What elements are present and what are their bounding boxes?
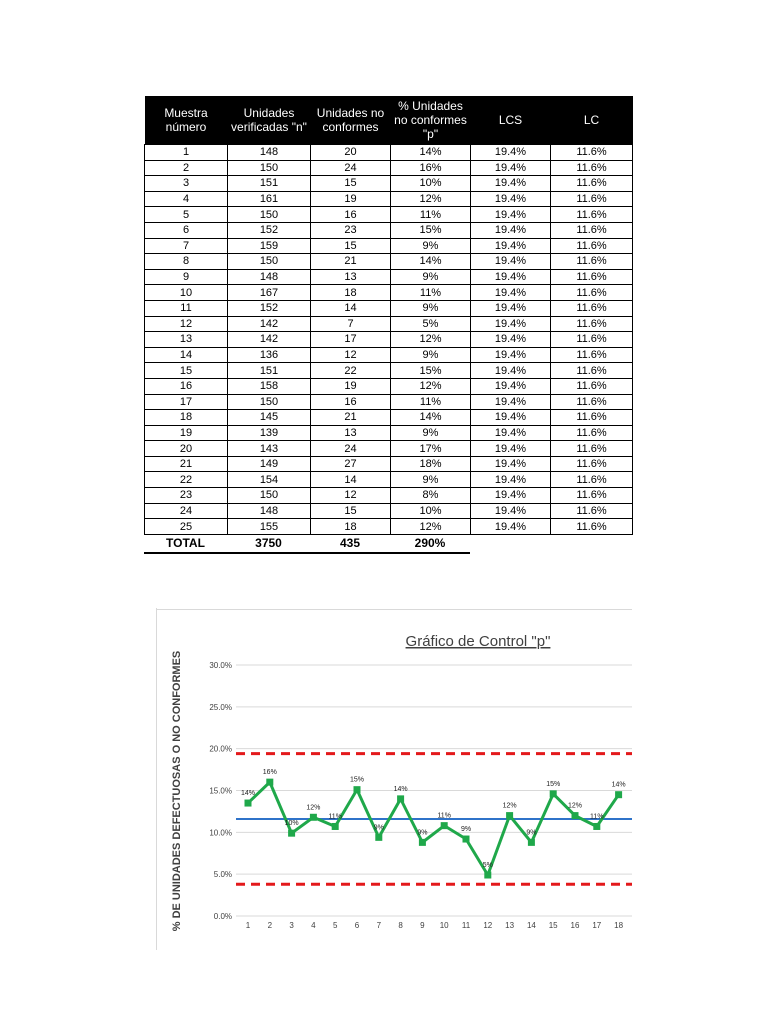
cell-lcs: 19.4% xyxy=(471,363,551,379)
data-point xyxy=(419,839,426,846)
table-row xyxy=(145,285,633,301)
cell-muestra: 8 xyxy=(145,254,228,270)
data-label: 9% xyxy=(417,829,428,837)
cell-muestra: 15 xyxy=(145,363,228,379)
data-point xyxy=(484,872,491,879)
cell-lc: 11.6% xyxy=(551,363,633,379)
table-row xyxy=(145,378,633,394)
cell-p: 16% xyxy=(391,160,471,176)
cell-lc: 11.6% xyxy=(551,300,633,316)
total-label: TOTAL xyxy=(144,535,227,553)
cell-p: 8% xyxy=(391,488,471,504)
cell-n: 150 xyxy=(228,160,311,176)
cell-p: 12% xyxy=(391,519,471,535)
table-row xyxy=(145,332,633,348)
cell-muestra: 24 xyxy=(145,503,228,519)
x-tick-label: 12 xyxy=(483,921,493,930)
cell-lcs: 19.4% xyxy=(471,425,551,441)
y-tick-label: 15.0% xyxy=(209,786,232,796)
cell-p: 12% xyxy=(391,332,471,348)
cell-p: 9% xyxy=(391,269,471,285)
cell-n: 139 xyxy=(228,425,311,441)
cell-lcs: 19.4% xyxy=(471,269,551,285)
table-row xyxy=(145,519,633,535)
cell-lcs: 19.4% xyxy=(471,503,551,519)
cell-no-conformes: 14 xyxy=(311,300,391,316)
cell-n: 161 xyxy=(228,191,311,207)
cell-n: 149 xyxy=(228,456,311,472)
cell-p: 5% xyxy=(391,316,471,332)
data-label: 12% xyxy=(567,802,583,810)
cell-muestra: 11 xyxy=(145,300,228,316)
data-point xyxy=(593,823,600,830)
table-row xyxy=(145,425,633,441)
cell-n: 150 xyxy=(228,254,311,270)
cell-n: 150 xyxy=(228,394,311,410)
x-tick-label: 4 xyxy=(311,921,316,930)
cell-lcs: 19.4% xyxy=(471,378,551,394)
cell-lcs: 19.4% xyxy=(471,238,551,254)
cell-lcs: 19.4% xyxy=(471,441,551,457)
data-point xyxy=(397,795,404,802)
cell-n: 150 xyxy=(228,488,311,504)
cell-lcs: 19.4% xyxy=(471,488,551,504)
x-tick-label: 8 xyxy=(398,921,403,930)
data-label: 9% xyxy=(373,824,384,832)
cell-n: 151 xyxy=(228,176,311,192)
cell-lcs: 19.4% xyxy=(471,207,551,223)
cell-muestra: 13 xyxy=(145,332,228,348)
x-tick-label: 16 xyxy=(570,921,580,930)
cell-muestra: 6 xyxy=(145,222,228,238)
control-chart-svg xyxy=(156,608,632,950)
cell-lcs: 19.4% xyxy=(471,472,551,488)
cell-no-conformes: 7 xyxy=(311,316,391,332)
cell-no-conformes: 13 xyxy=(311,425,391,441)
cell-n: 150 xyxy=(228,207,311,223)
cell-p: 12% xyxy=(391,378,471,394)
cell-p: 9% xyxy=(391,300,471,316)
cell-muestra: 7 xyxy=(145,238,228,254)
cell-n: 145 xyxy=(228,410,311,426)
cell-lc: 11.6% xyxy=(551,222,633,238)
header-lcs: LCS xyxy=(471,96,551,145)
cell-lc: 11.6% xyxy=(551,285,633,301)
cell-no-conformes: 24 xyxy=(311,441,391,457)
cell-lcs: 19.4% xyxy=(471,456,551,472)
cell-muestra: 20 xyxy=(145,441,228,457)
cell-lc: 11.6% xyxy=(551,378,633,394)
cell-lcs: 19.4% xyxy=(471,145,551,161)
x-tick-label: 2 xyxy=(267,921,273,930)
header-porcentaje: % Unidades no conformes "p" xyxy=(391,96,471,145)
x-tick-label: 15 xyxy=(548,921,558,930)
table-row xyxy=(145,363,633,379)
cell-n: 152 xyxy=(228,222,311,238)
data-label: 9% xyxy=(460,826,472,834)
cell-p: 11% xyxy=(391,394,471,410)
header-muestra: Muestra número xyxy=(145,96,228,145)
cell-p: 11% xyxy=(391,207,471,223)
x-tick-label: 18 xyxy=(614,921,624,930)
table-header-row xyxy=(145,96,633,145)
data-point xyxy=(528,839,535,846)
data-point xyxy=(615,791,622,798)
cell-muestra: 22 xyxy=(145,472,228,488)
cell-no-conformes: 27 xyxy=(311,456,391,472)
y-tick-label: 5.0% xyxy=(213,870,232,880)
cell-muestra: 2 xyxy=(145,160,228,176)
table-row xyxy=(145,300,633,316)
cell-p: 14% xyxy=(391,410,471,426)
cell-muestra: 12 xyxy=(145,316,228,332)
cell-p: 9% xyxy=(391,238,471,254)
cell-n: 155 xyxy=(228,519,311,535)
data-point xyxy=(288,830,295,837)
cell-no-conformes: 18 xyxy=(311,285,391,301)
cell-no-conformes: 12 xyxy=(311,488,391,504)
cell-no-conformes: 19 xyxy=(311,378,391,394)
cell-lc: 11.6% xyxy=(551,519,633,535)
data-label: 15% xyxy=(349,776,365,784)
cell-n: 152 xyxy=(228,300,311,316)
data-point xyxy=(266,779,273,786)
cell-muestra: 5 xyxy=(145,207,228,223)
table-row xyxy=(145,347,633,363)
cell-no-conformes: 23 xyxy=(311,222,391,238)
data-label: 15% xyxy=(546,780,561,788)
cell-lc: 11.6% xyxy=(551,410,633,426)
table-row xyxy=(145,160,633,176)
data-table xyxy=(144,96,633,535)
cell-p: 9% xyxy=(391,425,471,441)
cell-p: 17% xyxy=(391,441,471,457)
cell-no-conformes: 16 xyxy=(311,394,391,410)
cell-no-conformes: 16 xyxy=(311,207,391,223)
table-row xyxy=(145,503,633,519)
data-label: 11% xyxy=(437,812,451,820)
x-tick-label: 7 xyxy=(376,921,382,930)
cell-lcs: 19.4% xyxy=(471,347,551,363)
cell-n: 148 xyxy=(228,145,311,161)
x-tick-label: 3 xyxy=(289,921,294,930)
cell-muestra: 4 xyxy=(145,191,228,207)
cell-lcs: 19.4% xyxy=(471,300,551,316)
data-label: 10% xyxy=(284,820,299,828)
header-unidades-verificadas: Unidades verificadas "n" xyxy=(228,96,311,145)
data-point xyxy=(310,814,317,821)
chart-title: Gráfico de Control "p" xyxy=(405,633,551,650)
data-label: 16% xyxy=(262,769,277,777)
table-row xyxy=(145,410,633,426)
cell-n: 148 xyxy=(228,503,311,519)
cell-muestra: 10 xyxy=(145,285,228,301)
table-row xyxy=(145,472,633,488)
cell-n: 142 xyxy=(228,332,311,348)
cell-muestra: 19 xyxy=(145,425,228,441)
cell-lc: 11.6% xyxy=(551,441,633,457)
table-row xyxy=(145,191,633,207)
cell-n: 167 xyxy=(228,285,311,301)
control-chart xyxy=(156,608,632,950)
cell-n: 159 xyxy=(228,238,311,254)
cell-lc: 11.6% xyxy=(551,472,633,488)
cell-lc: 11.6% xyxy=(551,456,633,472)
header-unidades-no-conformes: Unidades no conformes xyxy=(311,96,391,145)
cell-no-conformes: 15 xyxy=(311,238,391,254)
cell-lc: 11.6% xyxy=(551,207,633,223)
cell-n: 154 xyxy=(228,472,311,488)
cell-p: 18% xyxy=(391,456,471,472)
y-tick-label: 25.0% xyxy=(209,702,232,712)
x-tick-label: 1 xyxy=(245,921,251,930)
cell-muestra: 14 xyxy=(145,347,228,363)
cell-p: 9% xyxy=(391,347,471,363)
cell-no-conformes: 12 xyxy=(311,347,391,363)
cell-p: 10% xyxy=(391,503,471,519)
cell-n: 151 xyxy=(228,363,311,379)
data-point xyxy=(550,790,557,797)
data-label: 5% xyxy=(482,862,493,870)
table-row xyxy=(145,488,633,504)
total-n: 3750 xyxy=(227,535,310,553)
cell-lcs: 19.4% xyxy=(471,332,551,348)
total-row-table xyxy=(144,535,470,554)
cell-lc: 11.6% xyxy=(551,316,633,332)
cell-no-conformes: 14 xyxy=(311,472,391,488)
chart-y-axis-label: % DE UNIDADES DEFECTUOSAS O NO CONFORMES xyxy=(171,650,183,932)
cell-lcs: 19.4% xyxy=(471,176,551,192)
cell-lc: 11.6% xyxy=(551,145,633,161)
x-tick-label: 17 xyxy=(592,921,602,930)
table-row xyxy=(145,145,633,161)
cell-n: 143 xyxy=(228,441,311,457)
cell-p: 14% xyxy=(391,145,471,161)
y-tick-label: 20.0% xyxy=(209,744,232,754)
table-row xyxy=(145,222,633,238)
data-label: 14% xyxy=(611,781,626,789)
cell-p: 11% xyxy=(391,285,471,301)
table-row xyxy=(145,316,633,332)
cell-muestra: 1 xyxy=(145,145,228,161)
series-line xyxy=(248,782,619,875)
cell-lcs: 19.4% xyxy=(471,254,551,270)
data-point xyxy=(354,786,361,793)
cell-no-conformes: 17 xyxy=(311,332,391,348)
data-point xyxy=(506,812,513,819)
cell-muestra: 21 xyxy=(145,456,228,472)
data-label: 11% xyxy=(590,813,604,821)
total-row xyxy=(144,535,470,553)
y-tick-label: 30.0% xyxy=(209,661,232,670)
data-label: 14% xyxy=(393,785,408,793)
cell-lc: 11.6% xyxy=(551,254,633,270)
cell-lc: 11.6% xyxy=(551,425,633,441)
data-point xyxy=(245,800,252,807)
cell-no-conformes: 18 xyxy=(311,519,391,535)
cell-n: 148 xyxy=(228,269,311,285)
cell-no-conformes: 21 xyxy=(311,254,391,270)
cell-muestra: 3 xyxy=(145,176,228,192)
x-tick-label: 5 xyxy=(332,921,338,930)
cell-no-conformes: 13 xyxy=(311,269,391,285)
table-row xyxy=(145,269,633,285)
cell-no-conformes: 19 xyxy=(311,191,391,207)
cell-lc: 11.6% xyxy=(551,488,633,504)
x-tick-label: 11 xyxy=(461,921,471,930)
data-label: 12% xyxy=(502,802,517,810)
table-row xyxy=(145,176,633,192)
y-tick-label: 0.0% xyxy=(213,912,232,921)
cell-muestra: 16 xyxy=(145,378,228,394)
cell-lcs: 19.4% xyxy=(471,410,551,426)
cell-lc: 11.6% xyxy=(551,238,633,254)
cell-no-conformes: 15 xyxy=(311,503,391,519)
cell-lcs: 19.4% xyxy=(471,191,551,207)
x-tick-label: 9 xyxy=(420,921,425,930)
cell-muestra: 25 xyxy=(145,519,228,535)
table-row xyxy=(145,254,633,270)
data-label: 12% xyxy=(306,804,321,812)
table-row xyxy=(145,456,633,472)
cell-lcs: 19.4% xyxy=(471,160,551,176)
cell-lc: 11.6% xyxy=(551,503,633,519)
cell-no-conformes: 20 xyxy=(311,145,391,161)
cell-muestra: 9 xyxy=(145,269,228,285)
cell-n: 136 xyxy=(228,347,311,363)
cell-lc: 11.6% xyxy=(551,269,633,285)
cell-lc: 11.6% xyxy=(551,347,633,363)
table-row xyxy=(145,207,633,223)
cell-p: 10% xyxy=(391,176,471,192)
cell-lc: 11.6% xyxy=(551,191,633,207)
data-label: 14% xyxy=(240,790,256,798)
cell-muestra: 23 xyxy=(145,488,228,504)
cell-lcs: 19.4% xyxy=(471,285,551,301)
cell-lcs: 19.4% xyxy=(471,222,551,238)
cell-lcs: 19.4% xyxy=(471,316,551,332)
cell-muestra: 17 xyxy=(145,394,228,410)
table-row xyxy=(145,238,633,254)
total-nc: 435 xyxy=(310,535,390,553)
cell-no-conformes: 21 xyxy=(311,410,391,426)
data-label: 11% xyxy=(328,813,342,821)
cell-p: 9% xyxy=(391,472,471,488)
cell-p: 15% xyxy=(391,363,471,379)
data-point xyxy=(441,822,448,829)
cell-p: 15% xyxy=(391,222,471,238)
header-lc: LC xyxy=(551,96,633,145)
cell-lc: 11.6% xyxy=(551,160,633,176)
data-point xyxy=(332,823,339,830)
x-tick-label: 14 xyxy=(526,921,536,930)
data-table-container xyxy=(144,96,632,554)
cell-no-conformes: 24 xyxy=(311,160,391,176)
data-point xyxy=(463,836,470,843)
cell-muestra: 18 xyxy=(145,410,228,426)
data-label: 9% xyxy=(526,829,537,837)
cell-n: 142 xyxy=(228,316,311,332)
x-tick-label: 13 xyxy=(505,921,515,930)
cell-no-conformes: 22 xyxy=(311,363,391,379)
table-row xyxy=(145,441,633,457)
table-row xyxy=(145,394,633,410)
cell-p: 12% xyxy=(391,191,471,207)
data-point xyxy=(572,812,579,819)
data-point xyxy=(375,834,382,841)
cell-lcs: 19.4% xyxy=(471,519,551,535)
y-tick-label: 10.0% xyxy=(209,828,232,838)
cell-lcs: 19.4% xyxy=(471,394,551,410)
cell-no-conformes: 15 xyxy=(311,176,391,192)
x-tick-label: 10 xyxy=(439,921,449,930)
cell-lc: 11.6% xyxy=(551,176,633,192)
total-p: 290% xyxy=(390,535,470,553)
x-tick-label: 6 xyxy=(354,921,360,930)
cell-lc: 11.6% xyxy=(551,394,633,410)
cell-lc: 11.6% xyxy=(551,332,633,348)
cell-n: 158 xyxy=(228,378,311,394)
cell-p: 14% xyxy=(391,254,471,270)
